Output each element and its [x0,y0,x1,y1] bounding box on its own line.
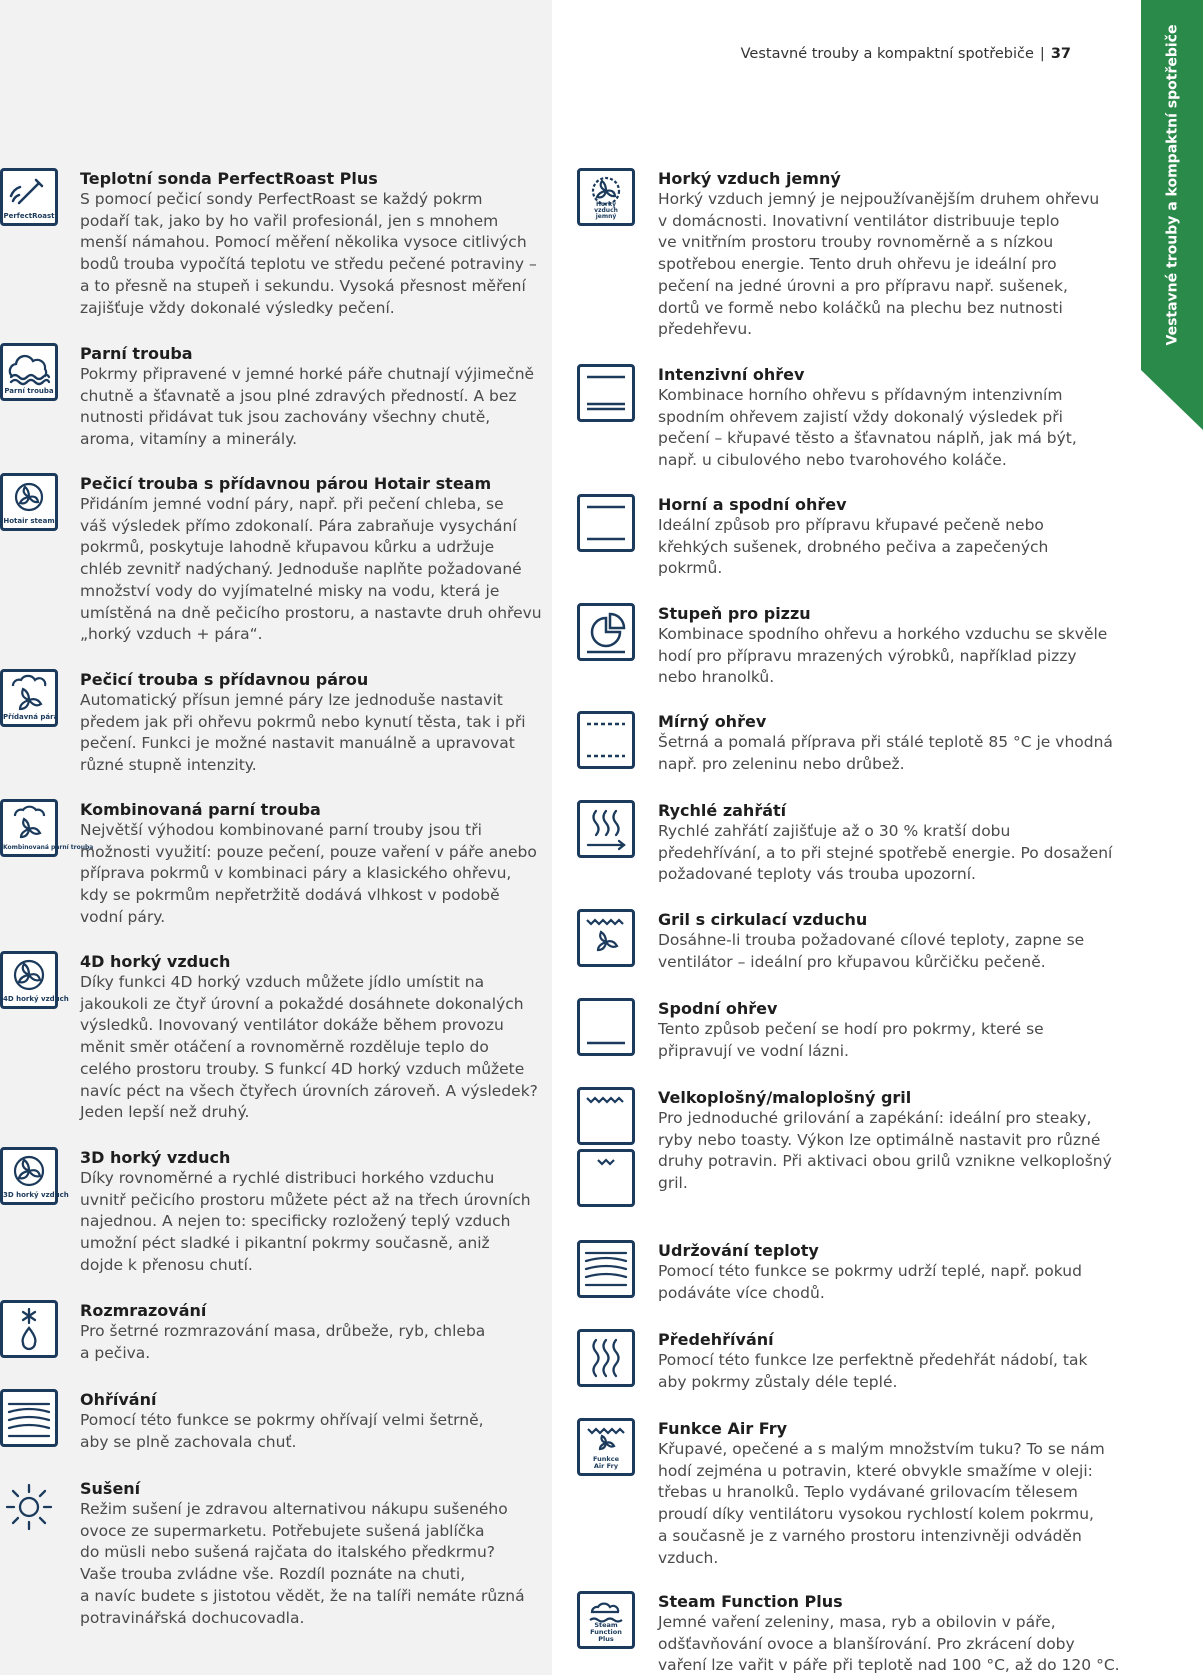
reheat-icon [0,1389,58,1447]
half-grill-icon [577,1149,635,1207]
feature-description: Pomocí této funkce se pokrmy ohřívají velmi šetrně, aby se plně zachovala chuť. [80,1411,484,1451]
feature-title: Sušení [80,1479,141,1498]
feature-description: Automatický přísun jemné páry lze jednoduše nastavit předem jak při ohřevu pokrmů nebo kynutí těsta, tak i při pečení. Funkci je možné nastavit manuálně a upravovat různé stupně intenzity. [80,691,526,775]
feature-description: Kombinace spodního ohřevu a horkého vzduchu se skvěle hodí pro přípravu mrazených výrobků, například pizzy nebo hranolků. [658,625,1108,687]
circo-grill-icon [577,909,635,967]
feature-title: Předehřívání [658,1330,774,1349]
feature-title: Gril s cirkulací vzduchu [658,910,868,929]
feature-description: Největší výhodou kombinované parní trouby jsou tři možnosti využití: pouze pečení, pouze vaření v páře anebo příprava pokrmů v kombinaci páry a klasického ohřevu, kdy se pokrmům nepřetržitě dodává vlhkost v podobě vodní páry. [80,821,537,926]
feature-title: Pečicí trouba s přídavnou párou [80,670,369,689]
3d-hot-air-icon [0,1147,69,1205]
feature-title: 3D horký vzduch [80,1148,231,1167]
feature-title: Steam Function Plus [658,1592,843,1611]
feature-description: Režim sušení je zdravou alternativou nákupu sušeného ovoce ze supermarketu. Potřebujete sušená jablíčka do müsli nebo sušená rajčata do italského předkrmu? Vaše trouba zvládne vše. Rozdíl poznáte na chuti, a navíc budete s jistotou vědět, že na talíři nemáte různá potravinářská dochucovadla. [80,1500,525,1627]
header-title: Vestavné trouby a kompaktní spotřebiče [740,46,1034,62]
feature-title: Intenzivní ohřev [658,365,805,384]
feature-description: Díky funkci 4D horký vzduch můžete jídlo umístit na jakoukoli ze čtyř úrovní a pokaždé dosáhnete dokonalých výsledků. Inovovaný ventilátor dokáže během provozu měnit směr otáčení a rovnoměrně rozděluje teplo do celého prostoru trouby. S funkcí 4D horký vzduch můžete navíc péct na všech čtyřech úrovních zároveň. A výsledek? Jeden lepší než druhý. [80,973,538,1122]
top-bottom-heat-icon [577,494,635,552]
feature-title: Rychlé zahřátí [658,801,787,820]
icon-caption: 3D horký vzduch [3,1191,69,1199]
steam-function-plus-icon [577,1591,635,1649]
icon-caption: Steam Function Plus [590,1621,622,1643]
feature-description: Kombinace horního ohřevu s přídavným intenzivním spodním ohřevem zajistí vždy dokonalý výsledek při pečení – křupavé těsto a šťavnatou náplň, jak má být, např. u cibulového nebo tvarohového koláče. [658,386,1077,470]
feature-description: Pokrmy připravené v jemné horké páře chutnají výjimečně chutně a šťavnatě a jsou plné zdravých předností. A bez nutnosti přidávat tuk jsou zachovány všechny chutě, aroma, vitamíny a minerály. [80,365,535,449]
combi-steam-icon [0,799,94,857]
pizza-icon [577,603,635,661]
side-tab-label: Vestavné trouby a kompaktní spotřebiče [1164,24,1180,346]
added-steam-fan-icon [0,669,58,727]
bottom-heat-icon [577,998,635,1056]
feature-description: Díky rovnoměrné a rychlé distribuci horkého vzduchu uvnitř pečicího prostoru můžete péct až na třech úrovních najednou. A nejen to: specificky rozložený teplý vzduch umožní péct sladké i pikantní pokrmy současně, aniž dojde k přenosu chutí. [80,1169,531,1274]
steam-cloud-icon [0,343,58,401]
feature-title: Rozmrazování [80,1301,207,1320]
feature-description: Horký vzduch jemný je nejpoužívanějším druhem ohřevu v domácnosti. Inovativní ventilátor distribuuje teplo ve vnitřním prostoru trouby rovnoměrně a s nízkou spotřebou energie. Tento druh ohřevu je ideální pro pečení na jedné úrovni a pro přípravu např. sušenek, dortů ve formě nebo koláčků na plechu bez nutnosti předehřevu. [658,190,1100,339]
feature-description: Pomocí této funkce lze perfektně předehřát nádobí, tak aby pokrmy zůstaly déle teplé. [658,1351,1088,1391]
feature-title: Stupeň pro pizzu [658,604,811,623]
4d-hot-air-icon [0,951,69,1009]
icon-caption: Hotair steam [3,517,55,525]
feature-title: Velkoplošný/maloplošný gril [658,1088,912,1107]
drying-sun-icon [0,1478,58,1536]
header-separator: | [1039,46,1045,62]
feature-title: Spodní ohřev [658,999,778,1018]
feature-description: S pomocí pečicí sondy PerfectRoast se každý pokrm podaří tak, jako by ho vařil profesionál, jen s mnohem menší námahou. Pomocí měření několika vysoce citlivých bodů trouba vypočítá teplotu ve středu pečené potraviny – a to přesně na stupeň i sekundu. Vysoká přesnost měření zajišťuje vždy dokonalé výsledky pečení. [80,190,537,317]
feature-description: Křupavé, opečené a s malým množstvím tuku? To se nám hodí zejména u potravin, které obvykle smažíme v oleji: třebas u hranolků. Teplo vydávané grilovacím tělesem proudí díky ventilátoru vysokou rychlostí kolem pokrmu, a současně je z varného prostoru intenzivněji odváděn vzduch. [658,1440,1105,1567]
feature-title: Kombinovaná parní trouba [80,800,321,819]
feature-title: Ohřívání [80,1390,157,1409]
page-number: 37 [1050,46,1071,62]
feature-description: Pomocí této funkce se pokrmy udrží teplé, např. pokud podáváte více chodů. [658,1262,1082,1302]
icon-caption: 4D horký vzduch [3,995,69,1003]
feature-description: Pro jednoduché grilování a zapékání: ideální pro steaky, ryby nebo toasty. Výkon lze optimálně nastavit pro různé druhy potravin. Při aktivaci obou grilů vznikne velkoplošný gril. [658,1109,1112,1193]
thermometer-probe-icon [0,168,58,226]
icon-caption: Přídavná pára [3,713,59,721]
icon-caption: PerfectRoast [3,212,55,220]
gentle-heat-icon [577,711,635,769]
keep-warm-icon [577,1240,635,1298]
hotair-steam-icon [0,473,58,531]
feature-description: Rychlé zahřátí zajišťuje až o 30 % kratší dobu předehřívání, a to při stejné spotřebě energie. Po dosažení požadované teploty vás trouba upozorní. [658,822,1113,884]
feature-title: Teplotní sonda PerfectRoast Plus [80,169,378,188]
icon-caption: Horký vzduch jemný [594,201,618,220]
feature-title: 4D horký vzduch [80,952,231,971]
feature-title: Udržování teploty [658,1241,819,1260]
section-side-tab [1141,0,1203,430]
feature-description: Tento způsob pečení se hodí pro pokrmy, které se připravují ve vodní lázni. [658,1020,1044,1060]
feature-title: Horní a spodní ohřev [658,495,847,514]
page-header [741,46,1071,62]
feature-description: Jemné vaření zeleniny, masa, ryb a obilovin v páře, odšťavňování ovoce a blanšírování. Pro zkrácení doby vaření lze vařit v páře při teplotě nad 100 °C, až do 120 °C. [658,1613,1120,1675]
feature-title: Horký vzduch jemný [658,169,841,188]
feature-title: Funkce Air Fry [658,1419,788,1438]
defrost-icon [0,1300,58,1358]
feature-title: Pečicí trouba s přídavnou párou Hotair steam [80,474,492,493]
rapid-heat-icon [577,800,635,858]
intensive-heat-icon [577,364,635,422]
feature-description: Pro šetrné rozmrazování masa, drůbeže, ryb, chleba a pečiva. [80,1322,486,1362]
feature-description: Přidáním jemné vodní páry, např. při pečení chleba, se váš výsledek přímo zdokonalí. Pára zabraňuje vysychání pokrmů, poskytuje lahodně křupavou kůrku a udržuje chléb zevnitř nadýchaný. Jednoduše naplňte požadované množství vody do vyjímatelné misky na vodu, která je umístěná na dně pečicího prostoru, a nastavte druh ohřevu „horký vzduch + pára“. [80,495,542,644]
preheat-dishes-icon [577,1329,635,1387]
full-grill-icon [577,1087,635,1145]
air-fry-icon [577,1418,635,1476]
feature-title: Parní trouba [80,344,193,363]
feature-description: Ideální způsob pro přípravu křupavé pečeně nebo křehkých sušenek, drobného pečiva a zapečených pokrmů. [658,516,1049,578]
feature-description: Šetrná a pomalá příprava při stálé teplotě 85 °C je vhodná např. pro zeleninu nebo drůbež. [658,733,1113,773]
icon-caption: Parní trouba [4,387,54,395]
icon-caption: Funkce Air Fry [593,1455,619,1470]
gentle-hot-air-icon [577,168,635,226]
feature-description: Dosáhne-li trouba požadované cílové teploty, zapne se ventilátor – ideální pro křupavou kůrčičku pečeně. [658,931,1085,971]
icon-caption: Kombinovaná parní trouba [3,844,94,851]
feature-title: Mírný ohřev [658,712,767,731]
